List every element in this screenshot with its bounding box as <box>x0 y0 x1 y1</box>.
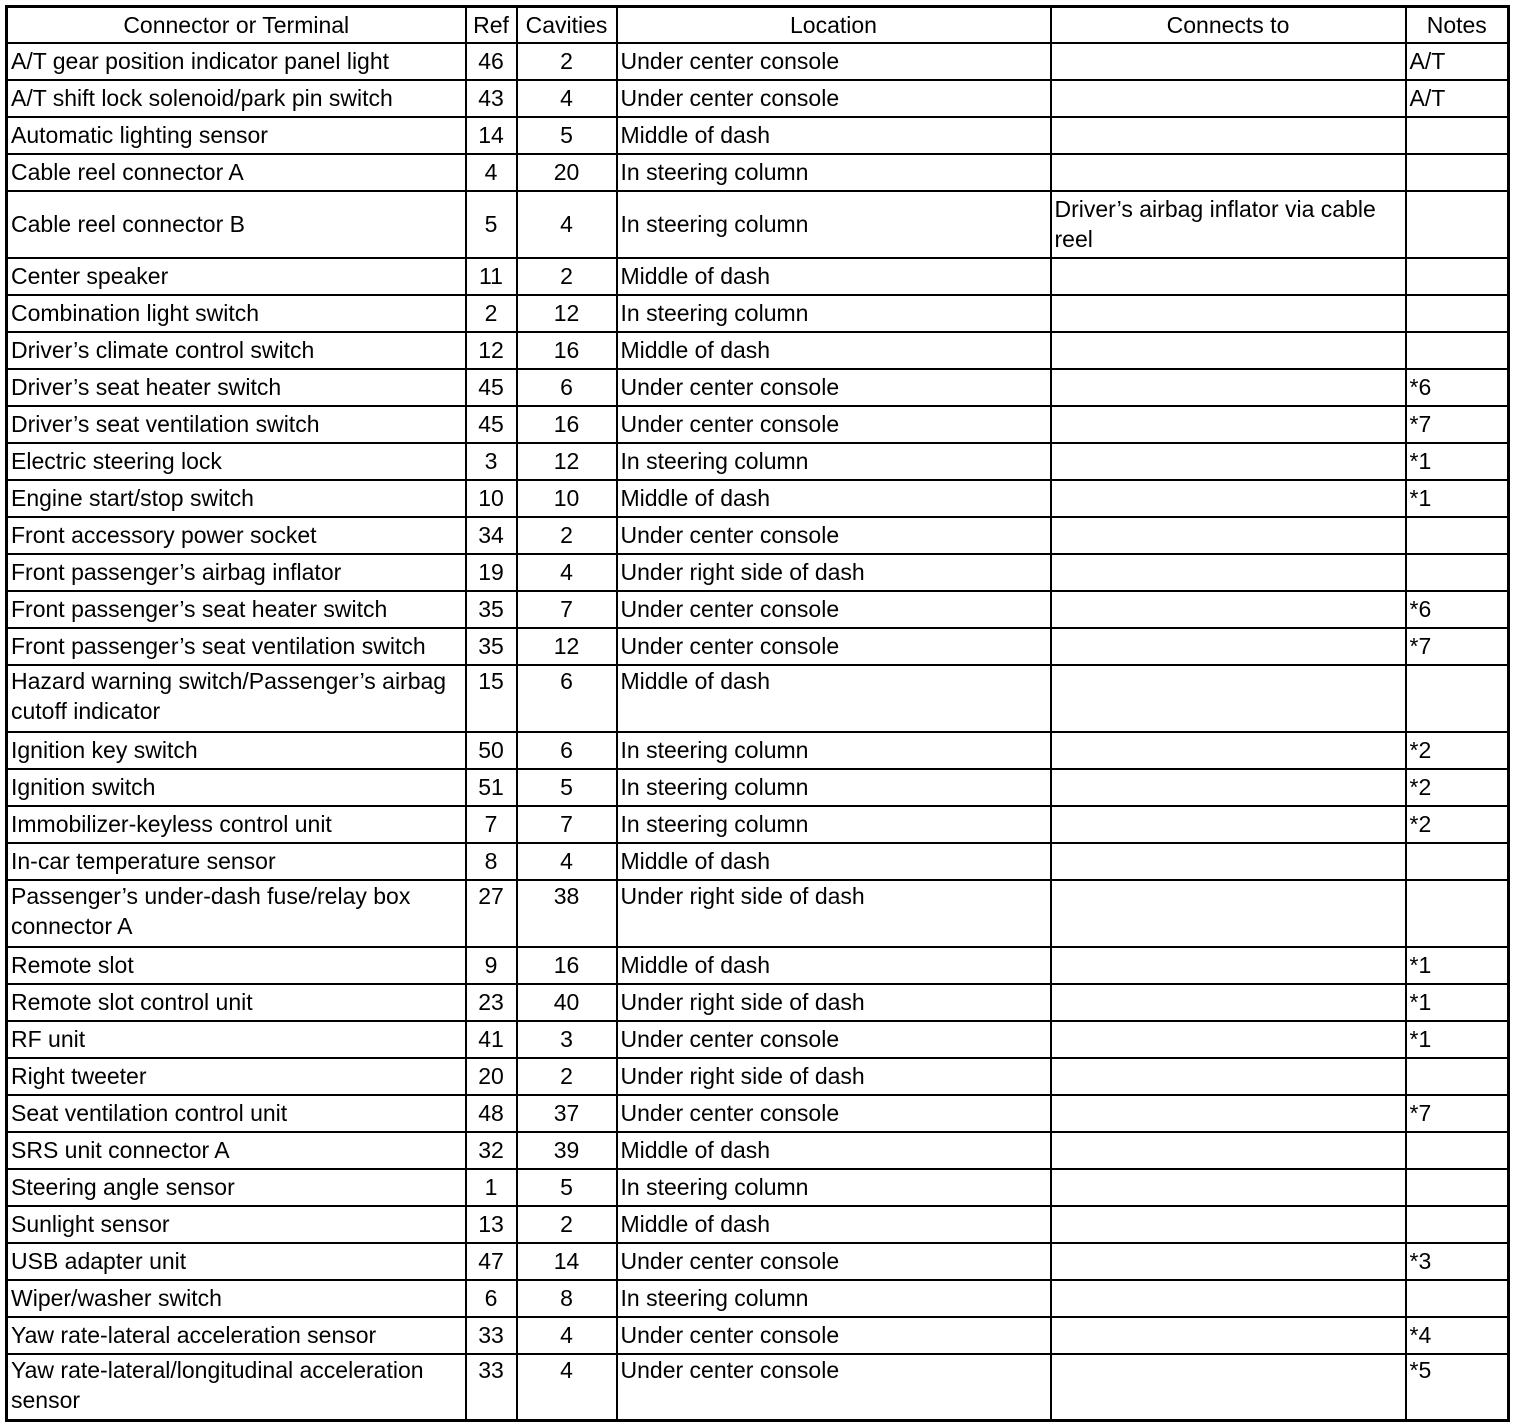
cell-ref: 46 <box>466 43 517 80</box>
cell-connector: USB adapter unit <box>7 1243 466 1280</box>
cell-cavities: 16 <box>517 406 617 443</box>
cell-ref: 51 <box>466 769 517 806</box>
cell-notes <box>1406 554 1509 591</box>
cell-connects-to <box>1051 665 1406 732</box>
cell-connects-to: Driver’s airbag inflator via cable reel <box>1051 191 1406 258</box>
cell-ref: 27 <box>466 880 517 947</box>
cell-cavities: 6 <box>517 665 617 732</box>
cell-connector: Sunlight sensor <box>7 1206 466 1243</box>
cell-cavities: 6 <box>517 369 617 406</box>
cell-connects-to <box>1051 258 1406 295</box>
cell-location: Middle of dash <box>617 1132 1051 1169</box>
cell-location: Under center console <box>617 369 1051 406</box>
cell-connects-to <box>1051 369 1406 406</box>
cell-notes <box>1406 117 1509 154</box>
cell-connector: Front passenger’s seat ventilation switch <box>7 628 466 665</box>
cell-notes <box>1406 517 1509 554</box>
header-connector: Connector or Terminal <box>7 7 466 43</box>
cell-ref: 41 <box>466 1021 517 1058</box>
cell-connects-to <box>1051 1169 1406 1206</box>
cell-cavities: 8 <box>517 1280 617 1317</box>
cell-cavities: 12 <box>517 628 617 665</box>
cell-location: Under right side of dash <box>617 554 1051 591</box>
cell-location: Under center console <box>617 517 1051 554</box>
table-row <box>7 406 1509 443</box>
cell-location: Middle of dash <box>617 843 1051 880</box>
cell-cavities: 6 <box>517 732 617 769</box>
cell-ref: 35 <box>466 591 517 628</box>
cell-connector: In-car temperature sensor <box>7 843 466 880</box>
table-row <box>7 1169 1509 1206</box>
cell-cavities: 40 <box>517 984 617 1021</box>
cell-notes: *7 <box>1406 628 1509 665</box>
cell-notes: *1 <box>1406 480 1509 517</box>
table-row <box>7 295 1509 332</box>
cell-connects-to <box>1051 406 1406 443</box>
cell-notes: *2 <box>1406 769 1509 806</box>
cell-connects-to <box>1051 1280 1406 1317</box>
cell-ref: 35 <box>466 628 517 665</box>
table-row <box>7 1058 1509 1095</box>
cell-location: Under center console <box>617 1317 1051 1354</box>
cell-connector: A/T shift lock solenoid/park pin switch <box>7 80 466 117</box>
table-body <box>7 43 1509 1421</box>
table-row <box>7 1280 1509 1317</box>
cell-connects-to <box>1051 769 1406 806</box>
cell-connects-to <box>1051 517 1406 554</box>
cell-notes: *7 <box>1406 406 1509 443</box>
cell-connects-to <box>1051 443 1406 480</box>
table-row <box>7 1317 1509 1354</box>
cell-connector: Front passenger’s seat heater switch <box>7 591 466 628</box>
cell-ref: 13 <box>466 1206 517 1243</box>
table-row <box>7 117 1509 154</box>
cell-ref: 33 <box>466 1317 517 1354</box>
cell-connects-to <box>1051 1206 1406 1243</box>
table-row <box>7 554 1509 591</box>
table-row <box>7 880 1509 947</box>
cell-notes: *3 <box>1406 1243 1509 1280</box>
cell-cavities: 2 <box>517 43 617 80</box>
cell-notes: A/T <box>1406 43 1509 80</box>
cell-cavities: 4 <box>517 1354 617 1421</box>
cell-cavities: 2 <box>517 1058 617 1095</box>
cell-ref: 4 <box>466 154 517 191</box>
cell-connector: Remote slot <box>7 947 466 984</box>
cell-connects-to <box>1051 1021 1406 1058</box>
cell-connector: Electric steering lock <box>7 443 466 480</box>
cell-ref: 12 <box>466 332 517 369</box>
cell-notes <box>1406 843 1509 880</box>
connector-table <box>5 5 1510 1422</box>
cell-ref: 2 <box>466 295 517 332</box>
cell-connects-to <box>1051 843 1406 880</box>
cell-location: Middle of dash <box>617 258 1051 295</box>
cell-location: Under center console <box>617 1354 1051 1421</box>
table-row <box>7 154 1509 191</box>
cell-connector: Hazard warning switch/Passenger’s airbag cutoff indicator <box>7 665 466 732</box>
cell-ref: 10 <box>466 480 517 517</box>
table-row <box>7 947 1509 984</box>
cell-cavities: 2 <box>517 517 617 554</box>
cell-connects-to <box>1051 806 1406 843</box>
cell-notes <box>1406 191 1509 258</box>
header-ref: Ref <box>466 7 517 43</box>
cell-ref: 7 <box>466 806 517 843</box>
table-row <box>7 984 1509 1021</box>
cell-ref: 1 <box>466 1169 517 1206</box>
header-cavities: Cavities <box>517 7 617 43</box>
cell-ref: 32 <box>466 1132 517 1169</box>
cell-ref: 50 <box>466 732 517 769</box>
cell-connects-to <box>1051 332 1406 369</box>
cell-location: Under center console <box>617 591 1051 628</box>
cell-connector: SRS unit connector A <box>7 1132 466 1169</box>
cell-connector: RF unit <box>7 1021 466 1058</box>
table-row <box>7 806 1509 843</box>
cell-cavities: 38 <box>517 880 617 947</box>
table-row <box>7 191 1509 258</box>
header-row <box>7 7 1509 43</box>
cell-location: Middle of dash <box>617 117 1051 154</box>
cell-location: Middle of dash <box>617 947 1051 984</box>
cell-connector: Front passenger’s airbag inflator <box>7 554 466 591</box>
cell-location: Under center console <box>617 80 1051 117</box>
cell-notes: *5 <box>1406 1354 1509 1421</box>
cell-ref: 6 <box>466 1280 517 1317</box>
cell-location: Under right side of dash <box>617 880 1051 947</box>
cell-location: In steering column <box>617 732 1051 769</box>
cell-notes <box>1406 1132 1509 1169</box>
cell-location: Under right side of dash <box>617 1058 1051 1095</box>
cell-connector: Driver’s seat heater switch <box>7 369 466 406</box>
cell-connector: Engine start/stop switch <box>7 480 466 517</box>
cell-connects-to <box>1051 117 1406 154</box>
cell-ref: 45 <box>466 406 517 443</box>
cell-notes <box>1406 1058 1509 1095</box>
cell-ref: 20 <box>466 1058 517 1095</box>
cell-cavities: 12 <box>517 443 617 480</box>
cell-notes: *4 <box>1406 1317 1509 1354</box>
cell-notes: *6 <box>1406 369 1509 406</box>
table-row <box>7 665 1509 732</box>
cell-location: Middle of dash <box>617 480 1051 517</box>
cell-connector: Combination light switch <box>7 295 466 332</box>
cell-location: In steering column <box>617 769 1051 806</box>
cell-ref: 33 <box>466 1354 517 1421</box>
cell-connector: Ignition switch <box>7 769 466 806</box>
cell-connects-to <box>1051 591 1406 628</box>
cell-location: Middle of dash <box>617 1206 1051 1243</box>
cell-notes: *1 <box>1406 1021 1509 1058</box>
header-notes: Notes <box>1406 7 1509 43</box>
cell-connector: Seat ventilation control unit <box>7 1095 466 1132</box>
cell-location: Under right side of dash <box>617 984 1051 1021</box>
cell-connects-to <box>1051 880 1406 947</box>
cell-connects-to <box>1051 1058 1406 1095</box>
cell-notes: A/T <box>1406 80 1509 117</box>
cell-connector: Ignition key switch <box>7 732 466 769</box>
cell-ref: 9 <box>466 947 517 984</box>
cell-notes: *6 <box>1406 591 1509 628</box>
cell-cavities: 39 <box>517 1132 617 1169</box>
cell-cavities: 12 <box>517 295 617 332</box>
table-row <box>7 732 1509 769</box>
cell-notes: *2 <box>1406 806 1509 843</box>
cell-ref: 43 <box>466 80 517 117</box>
cell-location: Under center console <box>617 406 1051 443</box>
header-location: Location <box>617 7 1051 43</box>
cell-notes: *1 <box>1406 947 1509 984</box>
cell-location: Middle of dash <box>617 332 1051 369</box>
cell-connects-to <box>1051 1354 1406 1421</box>
cell-connector: Automatic lighting sensor <box>7 117 466 154</box>
cell-connects-to <box>1051 480 1406 517</box>
cell-cavities: 7 <box>517 806 617 843</box>
cell-connects-to <box>1051 295 1406 332</box>
table-row <box>7 369 1509 406</box>
cell-connector: Front accessory power socket <box>7 517 466 554</box>
cell-connects-to <box>1051 43 1406 80</box>
cell-notes: *1 <box>1406 443 1509 480</box>
cell-cavities: 5 <box>517 1169 617 1206</box>
cell-location: In steering column <box>617 443 1051 480</box>
cell-cavities: 2 <box>517 258 617 295</box>
table-row <box>7 1206 1509 1243</box>
table-row <box>7 843 1509 880</box>
cell-cavities: 16 <box>517 332 617 369</box>
cell-connects-to <box>1051 1317 1406 1354</box>
cell-connects-to <box>1051 1243 1406 1280</box>
cell-cavities: 16 <box>517 947 617 984</box>
table-row <box>7 43 1509 80</box>
table-row <box>7 1243 1509 1280</box>
cell-connector: Yaw rate-lateral acceleration sensor <box>7 1317 466 1354</box>
cell-connects-to <box>1051 732 1406 769</box>
cell-notes: *2 <box>1406 732 1509 769</box>
cell-cavities: 4 <box>517 1317 617 1354</box>
cell-cavities: 14 <box>517 1243 617 1280</box>
cell-ref: 47 <box>466 1243 517 1280</box>
cell-connector: Yaw rate-lateral/longitudinal acceleration sensor <box>7 1354 466 1421</box>
cell-connector: Cable reel connector B <box>7 191 466 258</box>
cell-connects-to <box>1051 947 1406 984</box>
cell-notes: *7 <box>1406 1095 1509 1132</box>
cell-connector: Driver’s seat ventilation switch <box>7 406 466 443</box>
cell-location: In steering column <box>617 806 1051 843</box>
cell-connector: Right tweeter <box>7 1058 466 1095</box>
table-row <box>7 80 1509 117</box>
cell-notes <box>1406 154 1509 191</box>
cell-location: In steering column <box>617 154 1051 191</box>
cell-connector: Cable reel connector A <box>7 154 466 191</box>
cell-connects-to <box>1051 1095 1406 1132</box>
cell-ref: 3 <box>466 443 517 480</box>
cell-connects-to <box>1051 554 1406 591</box>
table-row <box>7 1354 1509 1421</box>
cell-notes <box>1406 258 1509 295</box>
header-connects-to: Connects to <box>1051 7 1406 43</box>
cell-notes <box>1406 665 1509 732</box>
cell-ref: 14 <box>466 117 517 154</box>
cell-connector: Wiper/washer switch <box>7 1280 466 1317</box>
cell-cavities: 4 <box>517 843 617 880</box>
cell-location: In steering column <box>617 1280 1051 1317</box>
cell-cavities: 4 <box>517 191 617 258</box>
cell-connector: A/T gear position indicator panel light <box>7 43 466 80</box>
cell-cavities: 4 <box>517 554 617 591</box>
cell-notes <box>1406 1169 1509 1206</box>
cell-cavities: 3 <box>517 1021 617 1058</box>
cell-ref: 45 <box>466 369 517 406</box>
cell-notes <box>1406 880 1509 947</box>
cell-location: In steering column <box>617 191 1051 258</box>
cell-location: Middle of dash <box>617 665 1051 732</box>
cell-connects-to <box>1051 1132 1406 1169</box>
cell-connects-to <box>1051 984 1406 1021</box>
cell-ref: 11 <box>466 258 517 295</box>
cell-location: Under center console <box>617 43 1051 80</box>
table-row <box>7 628 1509 665</box>
cell-cavities: 5 <box>517 769 617 806</box>
table-row <box>7 517 1509 554</box>
cell-cavities: 4 <box>517 80 617 117</box>
cell-connector: Driver’s climate control switch <box>7 332 466 369</box>
cell-location: In steering column <box>617 295 1051 332</box>
table-row <box>7 591 1509 628</box>
table-row <box>7 1132 1509 1169</box>
cell-location: Under center console <box>617 1095 1051 1132</box>
cell-notes <box>1406 1280 1509 1317</box>
cell-ref: 5 <box>466 191 517 258</box>
table-row <box>7 769 1509 806</box>
cell-location: Under center console <box>617 628 1051 665</box>
cell-cavities: 2 <box>517 1206 617 1243</box>
cell-connects-to <box>1051 80 1406 117</box>
cell-cavities: 20 <box>517 154 617 191</box>
table-row <box>7 1095 1509 1132</box>
cell-ref: 48 <box>466 1095 517 1132</box>
cell-notes: *1 <box>1406 984 1509 1021</box>
cell-connector: Immobilizer-keyless control unit <box>7 806 466 843</box>
table-row <box>7 1021 1509 1058</box>
cell-connects-to <box>1051 628 1406 665</box>
cell-connector: Steering angle sensor <box>7 1169 466 1206</box>
cell-location: Under center console <box>617 1243 1051 1280</box>
cell-connects-to <box>1051 154 1406 191</box>
cell-cavities: 5 <box>517 117 617 154</box>
table-row <box>7 480 1509 517</box>
cell-cavities: 10 <box>517 480 617 517</box>
cell-ref: 8 <box>466 843 517 880</box>
table-row <box>7 258 1509 295</box>
cell-location: Under center console <box>617 1021 1051 1058</box>
cell-notes <box>1406 295 1509 332</box>
cell-connector: Remote slot control unit <box>7 984 466 1021</box>
cell-cavities: 37 <box>517 1095 617 1132</box>
table-row <box>7 443 1509 480</box>
cell-ref: 34 <box>466 517 517 554</box>
cell-connector: Passenger’s under-dash fuse/relay box connector A <box>7 880 466 947</box>
cell-ref: 23 <box>466 984 517 1021</box>
cell-location: In steering column <box>617 1169 1051 1206</box>
cell-notes <box>1406 1206 1509 1243</box>
cell-ref: 19 <box>466 554 517 591</box>
cell-notes <box>1406 332 1509 369</box>
cell-cavities: 7 <box>517 591 617 628</box>
cell-connector: Center speaker <box>7 258 466 295</box>
cell-ref: 15 <box>466 665 517 732</box>
table-row <box>7 332 1509 369</box>
